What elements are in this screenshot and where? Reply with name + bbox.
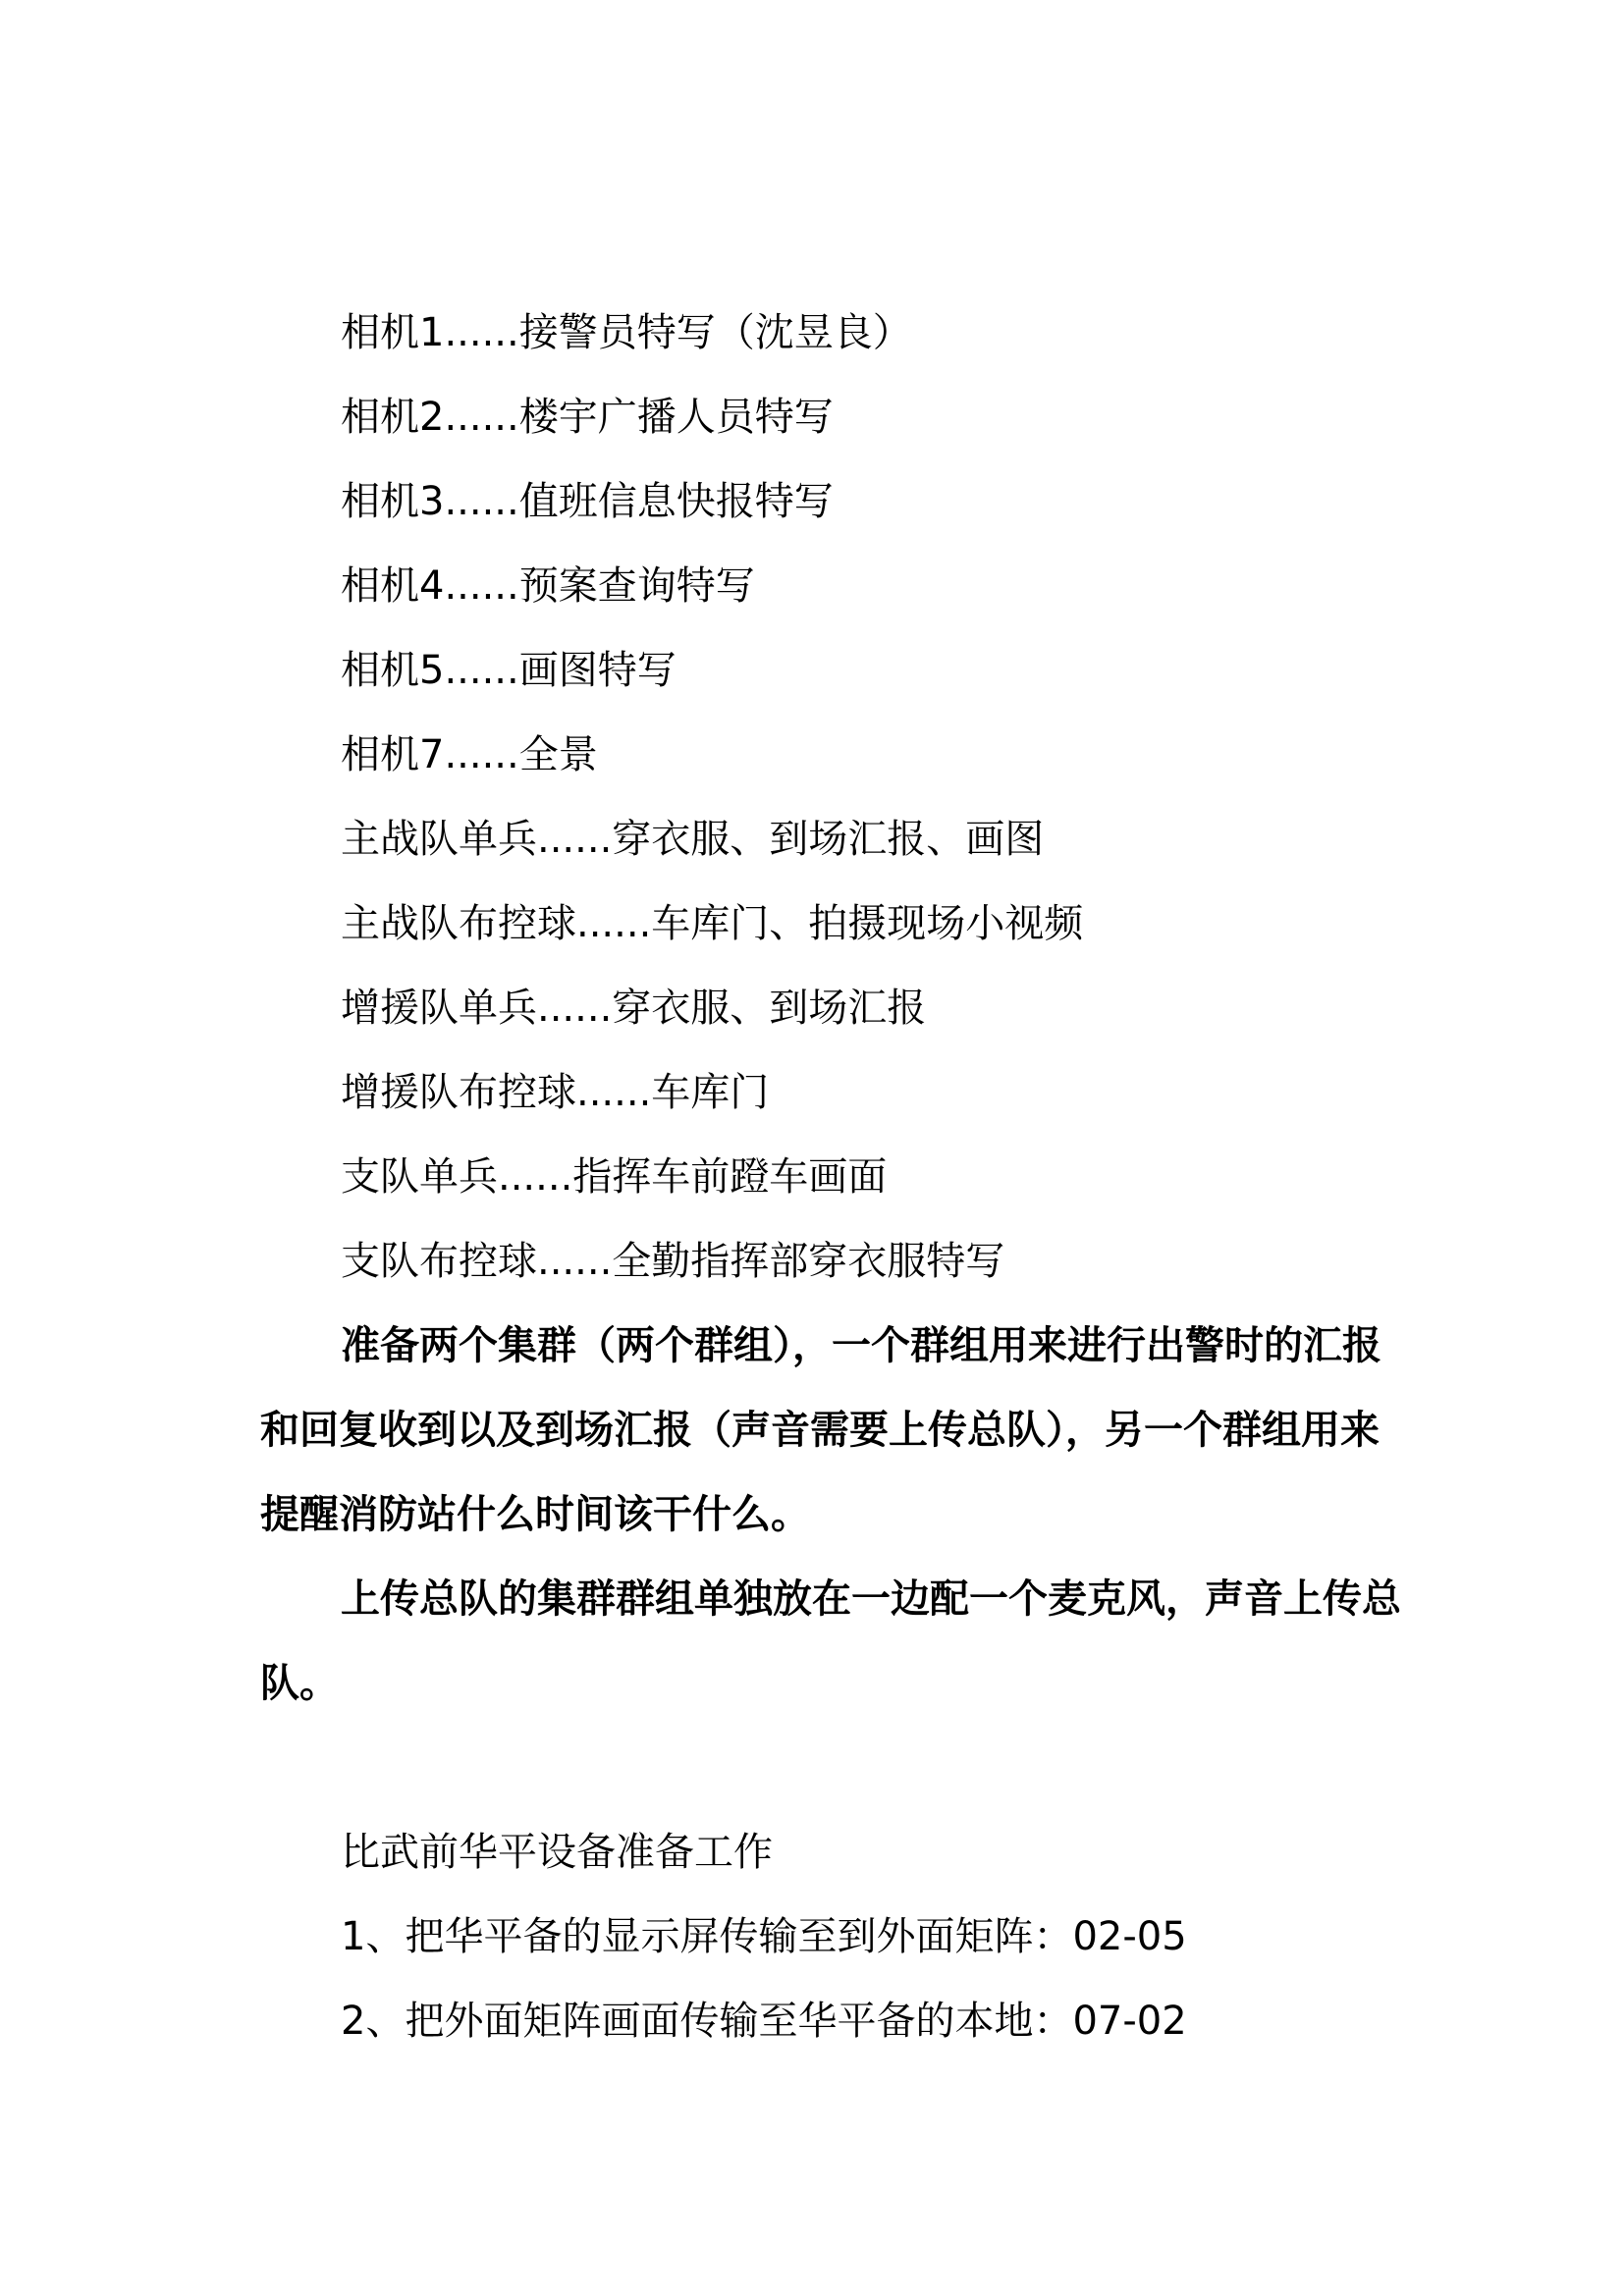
notes-paragraph-1-line-3: 提醒消防站什么时间该干什么。 bbox=[260, 1492, 810, 1537]
task-line-1: 1、把华平备的显示屏传输至到外面矩阵：02-05 bbox=[341, 1914, 1187, 1959]
detachment-ball-line: 支队布控球......全勤指挥部穿衣服特写 bbox=[341, 1239, 1005, 1284]
camera-line-3: 相机3......值班信息快报特写 bbox=[341, 479, 834, 524]
notes-paragraph-2-line-2: 队。 bbox=[260, 1661, 339, 1706]
notes-paragraph-1-line-1: 准备两个集群（两个群组），一个群组用来进行出警时的汇报 bbox=[341, 1323, 1381, 1368]
camera-line-7: 相机7......全景 bbox=[341, 732, 598, 777]
task-line-2: 2、把外面矩阵画面传输至华平备的本地：07-02 bbox=[341, 1999, 1187, 2044]
notes-paragraph-1-line-2: 和回复收到以及到场汇报（声音需要上传总队），另一个群组用来 bbox=[260, 1408, 1380, 1453]
reinforce-team-ball-line: 增援队布控球......车库门 bbox=[341, 1070, 770, 1115]
camera-assignment-list bbox=[260, 291, 1388, 1304]
notes-paragraph-2-line-1: 上传总队的集群群组单独放在一边配一个麦克风，声音上传总 bbox=[341, 1576, 1401, 1622]
camera-line-2: 相机2......楼宇广播人员特写 bbox=[341, 395, 834, 440]
main-team-soldier-line: 主战队单兵......穿衣服、到场汇报、画图 bbox=[341, 817, 1045, 862]
section-title: 比武前华平设备准备工作 bbox=[341, 1830, 773, 1875]
detachment-soldier-line: 支队单兵......指挥车前蹬车画面 bbox=[341, 1154, 888, 1200]
equipment-prep-section bbox=[260, 1726, 1388, 2063]
reinforce-team-soldier-line: 增援队单兵......穿衣服、到场汇报 bbox=[341, 986, 927, 1031]
camera-line-5: 相机5......画图特写 bbox=[341, 648, 677, 693]
blank-line bbox=[260, 1726, 1388, 1810]
cluster-group-notes bbox=[260, 1304, 1401, 1726]
main-team-ball-line: 主战队布控球......车库门、拍摄现场小视频 bbox=[341, 901, 1084, 946]
camera-line-1: 相机1......接警员特写（沈昱良） bbox=[341, 310, 912, 355]
camera-line-4: 相机4......预案查询特写 bbox=[341, 563, 755, 609]
